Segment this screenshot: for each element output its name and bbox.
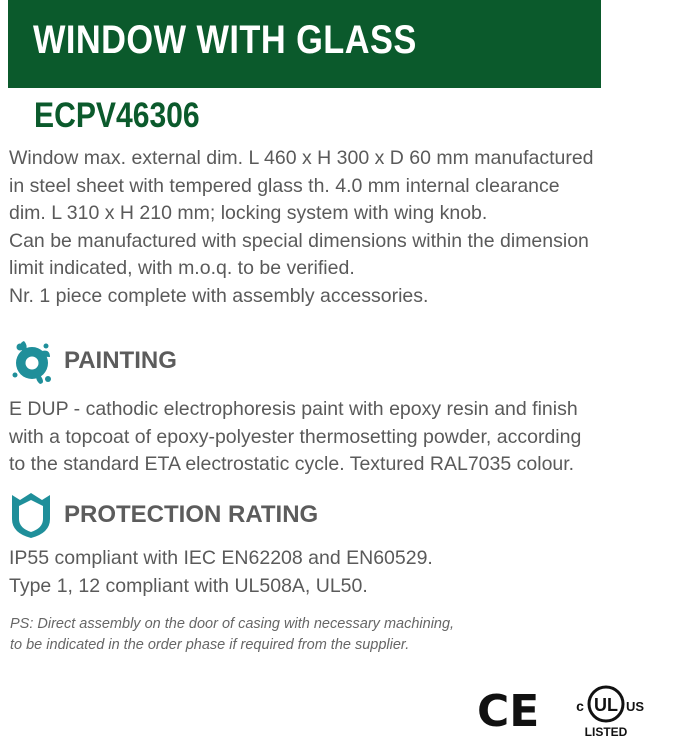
note-line: PS: Direct assembly on the door of casing with necessary machining, xyxy=(10,616,455,632)
protection-description xyxy=(9,545,669,600)
product-code: ECPV46306 xyxy=(34,96,200,135)
painting-line: E DUP - cathodic electrophoresis paint with epoxy resin and finish xyxy=(9,398,578,420)
ul-center-text: UL xyxy=(594,695,618,715)
title-banner xyxy=(8,0,601,88)
ul-left-text: c xyxy=(576,698,584,714)
ul-listed-icon xyxy=(570,680,646,740)
description-line: in steel sheet with tempered glass th. 4.0 mm internal clearance xyxy=(9,174,560,197)
shield-icon xyxy=(10,491,52,539)
description-line: Window max. external dim. L 460 x H 300 x D 60 mm manufactured xyxy=(9,147,594,169)
description-line: Can be manufactured with special dimensions within the dimension xyxy=(9,229,589,252)
painting-heading xyxy=(10,336,177,386)
protection-line: IP55 compliant with IEC EN62208 and EN60529. xyxy=(9,547,433,569)
description-line: dim. L 310 x H 210 mm; locking system with wing knob. xyxy=(9,202,488,224)
product-description xyxy=(9,145,669,310)
ul-right-text: US xyxy=(625,699,645,714)
painting-title: PAINTING xyxy=(64,347,177,374)
page-title: WINDOW WITH GLASS xyxy=(33,18,417,62)
painting-description xyxy=(9,396,669,479)
protection-title: PROTECTION RATING xyxy=(64,501,319,528)
ce-mark-text: CE xyxy=(477,686,540,737)
ul-bottom-text: LISTED xyxy=(584,725,628,739)
note-line: to be indicated in the order phase if required from the supplier. xyxy=(10,637,410,653)
protection-line: Type 1, 12 compliant with UL508A, UL50. xyxy=(9,574,368,597)
assembly-note xyxy=(10,614,454,656)
painting-line: with a topcoat of epoxy-polyester thermosetting powder, according xyxy=(9,425,582,448)
painting-line: to the standard ETA electrostatic cycle. Textured RAL7035 colour. xyxy=(9,453,575,475)
description-line: limit indicated, with m.o.q. to be verified. xyxy=(9,257,355,279)
paint-splash-icon xyxy=(10,337,52,385)
description-line: Nr. 1 piece complete with assembly accessories. xyxy=(9,284,429,307)
ce-mark-icon xyxy=(477,686,540,737)
protection-heading xyxy=(10,490,318,540)
